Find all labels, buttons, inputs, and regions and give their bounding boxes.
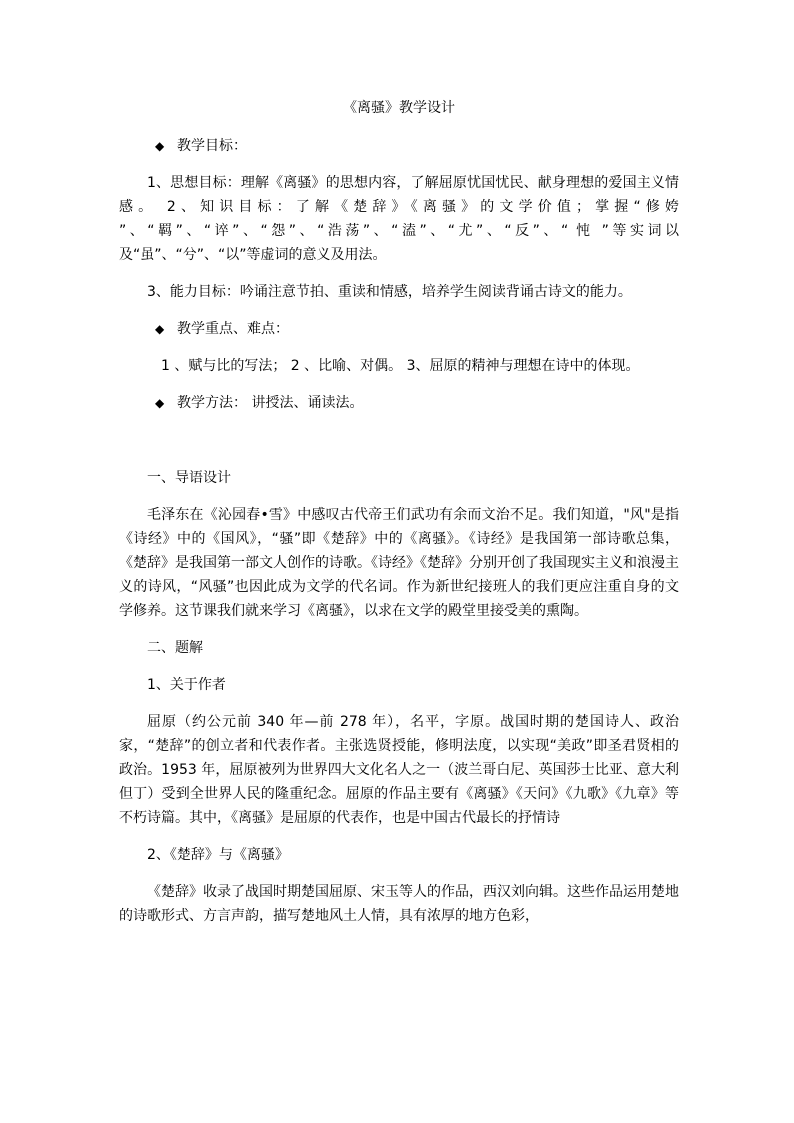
method-text: 教学方法： 讲授法、诵读法。: [177, 395, 364, 411]
subsection-1-paragraph: 屈原（约公元前 340 年—前 278 年），名平，字原。战国时期的楚国诗人、政治家，“楚辞”的创立者和代表作者。主张选贤授能，修明法度，以实现“美政”即圣君贤相的政治。1953 年，屈原被列为世界四大文化名人之一（波兰哥白尼、英国莎士比亚、意大利但丁）受到全世界人民的隆重纪念。屈原的作品主要有《离骚》《天问》《九歌》《九章》等不朽诗篇。其中，《离骚》是屈原的代表作，也是中国古代最长的抒情诗: [119, 714, 679, 826]
key-points-heading: 教学重点、难点：: [177, 321, 289, 337]
section-1-heading: 一、导语设计: [147, 470, 231, 486]
document-title: 《离骚》教学设计: [343, 100, 455, 116]
goals-heading: 教学目标：: [177, 138, 247, 154]
diamond-bullet-icon: ◆: [155, 139, 165, 153]
method-line: [119, 391, 679, 415]
goals-heading-line: [119, 134, 679, 158]
subsection-2-paragraph: 《楚辞》收录了战国时期楚国屈原、宋玉等人的作品，西汉刘向辑。这些作品运用楚地的诗歌形式、方言声韵，描写楚地风土人情，具有浓厚的地方色彩，: [119, 884, 679, 924]
subsection-2-heading: 2、《楚辞》与《离骚》: [147, 847, 289, 863]
document-body: [119, 96, 679, 941]
section-1-paragraph: 毛泽东在《沁园春•雪》中感叹古代帝王们武功有余而文治不足。我们知道，"风"是指《诗经》中的《国风》，“骚”即《楚辞》中的《离骚》。《诗经》是我国第一部诗歌总集，《楚辞》是我国第一部文人创作的诗歌。《诗经》《楚辞》分别开创了我国现实主义和浪漫主义的诗风，“风骚”也因此成为文学的代名词。作为新世纪接班人的我们更应注重自身的文学修养。这节课我们就来学习《离骚》，以求在文学的殿堂里接受美的熏陶。: [119, 507, 679, 619]
blank-space: [119, 428, 679, 466]
key-points-paragraph: 1 、赋与比的写法； 2 、比喻、对偶。 3、屈原的精神与理想在诗中的体现。: [161, 358, 640, 374]
diamond-bullet-icon: ◆: [155, 396, 165, 410]
diamond-bullet-icon: ◆: [155, 322, 165, 336]
section-2-heading: 二、题解: [147, 640, 203, 656]
goal-paragraph-1: 1、思想目标：理解《离骚》的思想内容，了解屈原忧国忧民、献身理想的爱国主义情感。 2、知识目标：了解《楚辞》《离骚》的文学价值；掌握“修姱 ”、“羁”、“谇”、“怨”、“浩荡”、“溘”、“尤”、“反”、“ 忳 ”等实词以及“虽”、“兮”、“以”等虚词的意义及用法。: [119, 175, 679, 263]
subsection-1-heading: 1、关于作者: [147, 677, 226, 693]
goal-paragraph-2: 3、能力目标：吟诵注意节拍、重读和情感，培养学生阅读背诵古诗文的能力。: [147, 284, 632, 300]
key-points-heading-line: [119, 317, 679, 341]
